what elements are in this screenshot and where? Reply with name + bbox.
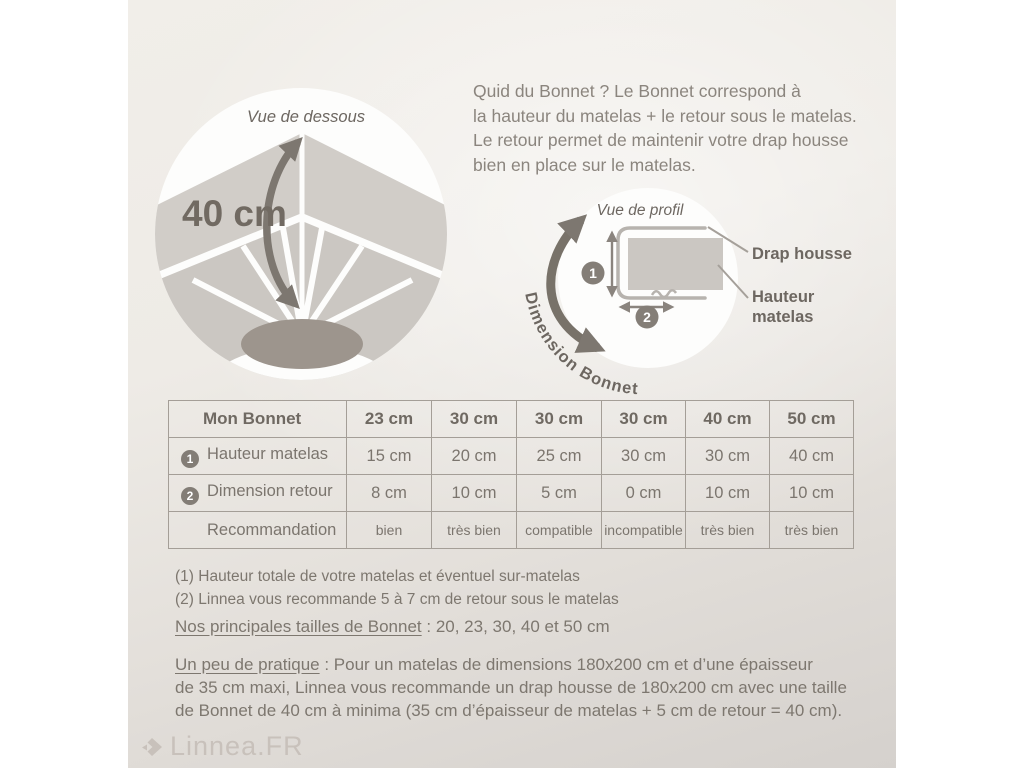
header-cell: 30 cm <box>517 401 602 438</box>
table-row-retour <box>169 475 854 512</box>
intro-line: la hauteur du matelas + le retour sous le matelas. <box>473 105 857 126</box>
svg-text:2: 2 <box>643 309 651 325</box>
header-cell: 30 cm <box>602 401 686 438</box>
badge-2-icon: 2 <box>181 487 199 505</box>
intro-line: Le retour permet de maintenir votre drap housse <box>473 130 849 150</box>
cell: 10 cm <box>686 475 770 512</box>
cell: bien <box>347 512 432 549</box>
profil-title: Vue de profil <box>596 202 684 219</box>
cell: 25 cm <box>517 438 602 475</box>
cell: compatible <box>517 512 602 549</box>
practice-line2: de 35 cm maxi, Linnea vous recommande un drap housse de 180x200 cm avec une taille <box>175 678 847 697</box>
svg-text:1: 1 <box>589 265 597 281</box>
hauteur-matelas-label-line2: matelas <box>752 308 814 326</box>
bonnet-table <box>168 400 854 549</box>
drap-housse-label: Drap housse <box>752 245 852 263</box>
intro-line: Quid du Bonnet ? Le Bonnet correspond à <box>473 81 801 101</box>
mattress-bottom-shape <box>241 319 363 369</box>
cell: très bien <box>770 512 854 549</box>
dessous-title: Vue de dessous <box>246 108 366 126</box>
cell: 30 cm <box>686 438 770 475</box>
cell: 8 cm <box>347 475 432 512</box>
cell: incompatible <box>602 512 686 549</box>
cell: 5 cm <box>517 475 602 512</box>
practice-line1-rest: : Pour un matelas de dimensions 180x200 cm et d’une épaisseur <box>319 655 813 674</box>
table-header-row <box>169 401 854 438</box>
dessous-measure: 40 cm <box>182 193 287 234</box>
header-label: Mon Bonnet <box>169 401 347 438</box>
cell: 15 cm <box>347 438 432 475</box>
sizes-line <box>175 617 610 637</box>
cell: très bien <box>432 512 517 549</box>
footnotes <box>175 566 619 611</box>
badge-2-icon <box>636 306 659 329</box>
sizes-underlined: Nos principales tailles de Bonnet <box>175 617 422 636</box>
mattress-side-shape <box>628 238 723 290</box>
cell: 10 cm <box>770 475 854 512</box>
practice-underlined: Un peu de pratique <box>175 655 320 674</box>
sizes-rest: : 20, 23, 30, 40 et 50 cm <box>421 617 610 636</box>
cell: 10 cm <box>432 475 517 512</box>
cell: 40 cm <box>770 438 854 475</box>
cell: 0 cm <box>602 475 686 512</box>
practice-line3: de Bonnet de 40 cm à minima (35 cm d’épaisseur de matelas + 5 cm de retour = 40 cm). <box>175 701 843 720</box>
header-cell: 30 cm <box>432 401 517 438</box>
cell: 30 cm <box>602 438 686 475</box>
table-row-recommandation <box>169 512 854 549</box>
badge-1-icon <box>582 262 605 285</box>
badge-1-icon: 1 <box>181 450 199 468</box>
row-label: Recommandation <box>207 520 337 539</box>
header-cell: 23 cm <box>347 401 432 438</box>
intro-line: bien en place sur le matelas. <box>473 154 696 175</box>
header-cell: 50 cm <box>770 401 854 438</box>
cell: 20 cm <box>432 438 517 475</box>
footnote-2: (2) Linnea vous recommande 5 à 7 cm de retour sous le matelas <box>175 590 619 608</box>
linnea-logo-text: Linnea.FR <box>170 731 304 761</box>
footnote-1: (1) Hauteur totale de votre matelas et éventuel sur-matelas <box>175 568 580 585</box>
linnea-logo-icon <box>141 735 163 759</box>
table-row-hauteur <box>169 438 854 475</box>
linnea-logo <box>141 731 304 762</box>
intro-paragraph <box>473 79 857 177</box>
cell: très bien <box>686 512 770 549</box>
profil-figure <box>505 178 900 403</box>
content-canvas <box>128 0 896 768</box>
header-cell: 40 cm <box>686 401 770 438</box>
dessous-figure <box>155 88 447 380</box>
hauteur-matelas-label-line1: Hauteur <box>752 288 815 306</box>
row-label: Dimension retour <box>207 481 333 500</box>
row-label: Hauteur matelas <box>207 444 329 463</box>
dimension-bonnet-curved-label: Dimension Bonnet <box>521 290 640 399</box>
practice-paragraph <box>175 653 847 722</box>
